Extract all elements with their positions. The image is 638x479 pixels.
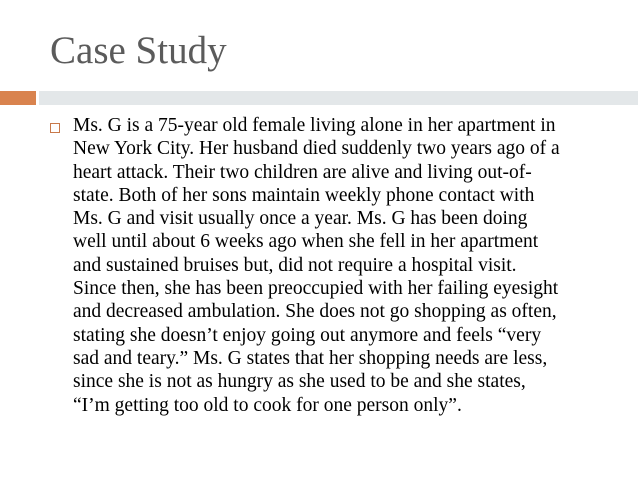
paragraph-line: and sustained bruises but, did not require a hospital visit. <box>73 254 517 276</box>
case-study-paragraph <box>73 114 618 417</box>
paragraph-line: stating she doesn’t enjoy going out anymore and feels “very <box>73 324 542 346</box>
slide-title: Case Study <box>50 29 227 72</box>
paragraph-line: since she is not as hungry as she used to be and she states, <box>73 371 526 393</box>
paragraph-line: New York City. Her husband died suddenly two years ago of a <box>73 138 560 160</box>
paragraph-line: “I’m getting too old to cook for one person only”. <box>73 394 462 416</box>
title-accent-bar-orange <box>0 91 36 105</box>
paragraph-line: Since then, she has been preoccupied with her failing eyesight <box>73 278 559 300</box>
paragraph-line: state. Both of her sons maintain weekly phone contact with <box>73 184 535 206</box>
square-bullet-icon <box>50 123 60 133</box>
paragraph-line: Ms. G and visit usually once a year. Ms. G has been doing <box>73 208 528 230</box>
paragraph-line: well until about 6 weeks ago when she fell in her apartment <box>73 231 539 253</box>
paragraph-line: heart attack. Their two children are alive and living out-of- <box>73 161 532 183</box>
paragraph-line: and decreased ambulation. She does not go shopping as often, <box>73 301 557 323</box>
paragraph-line: sad and teary.” Ms. G states that her shopping needs are less, <box>73 347 548 369</box>
title-accent-bar-gray <box>39 91 638 105</box>
paragraph-line: Ms. G is a 75-year old female living alone in her apartment in <box>73 115 556 136</box>
